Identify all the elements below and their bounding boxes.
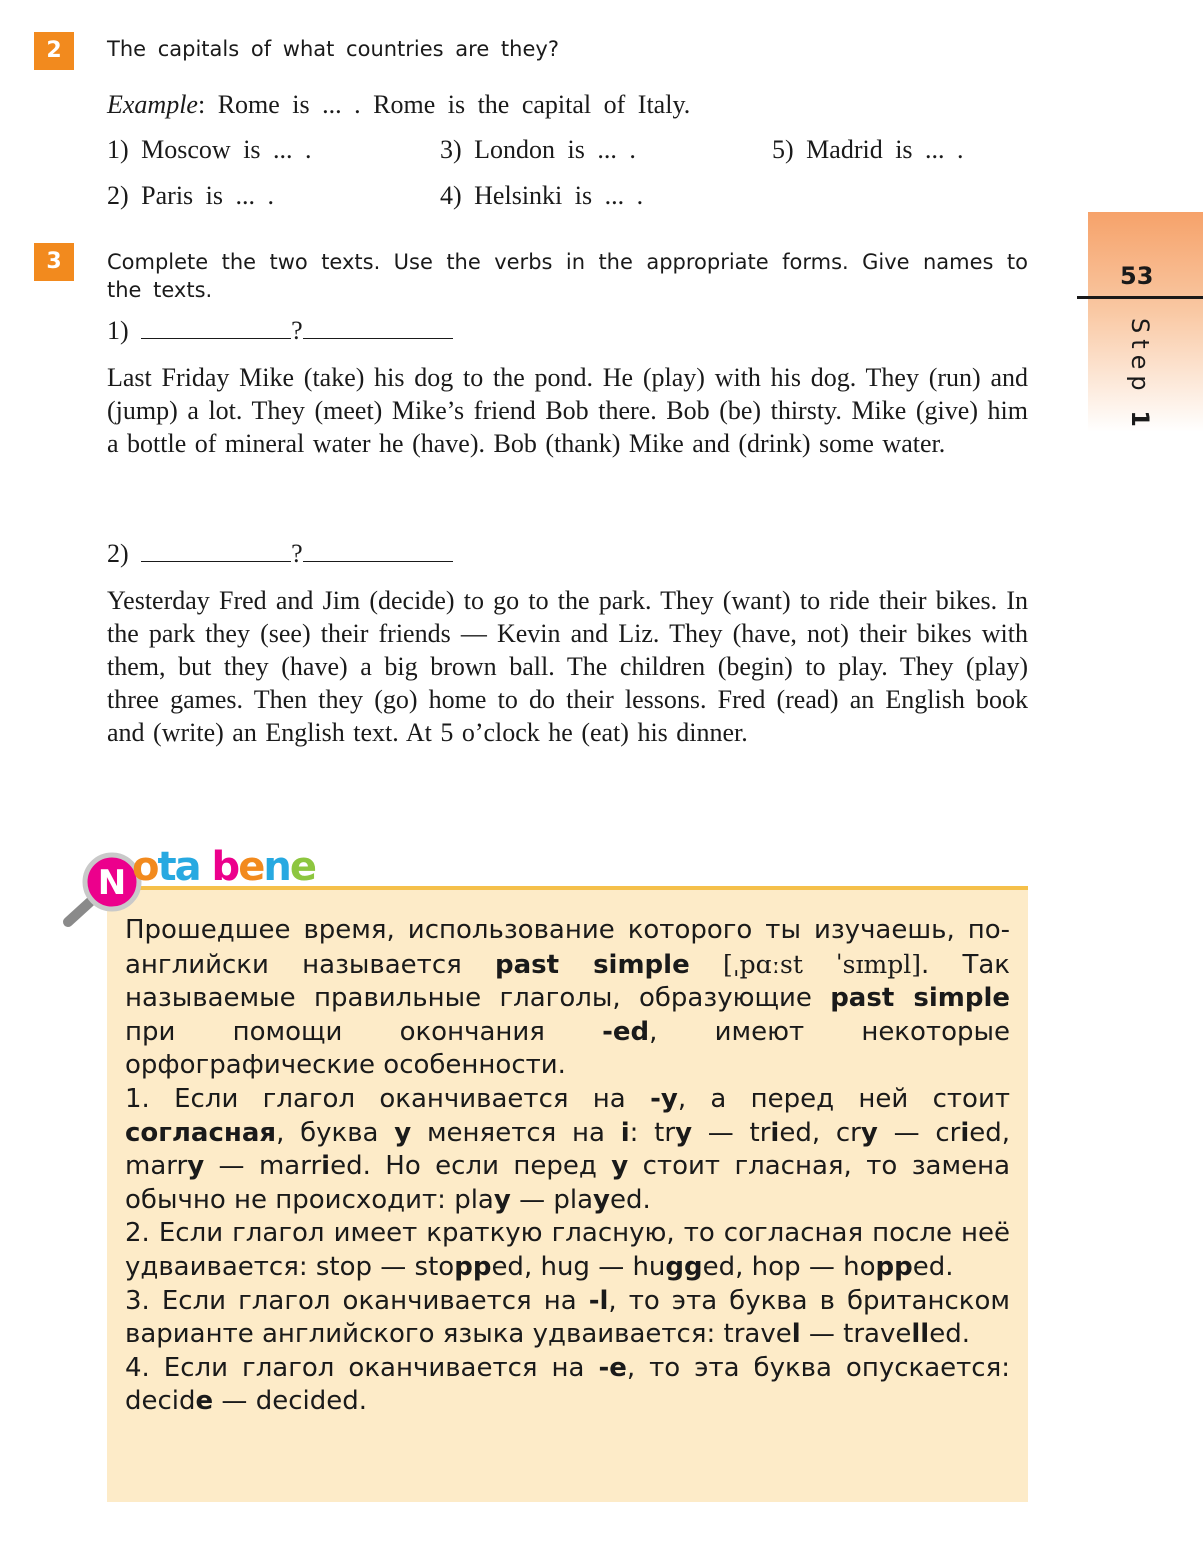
exercise-3-instruction: Complete the two texts. Use the verbs in the appropriate forms. Give names to the texts. <box>107 250 1028 302</box>
nb-rule-3: 3. Если глагол оканчивается на -l, то эта буква в британском варианте английского языка удваивается: travel — travelled. <box>125 1285 1010 1350</box>
text-1-blank-b[interactable] <box>303 318 453 339</box>
text-2-title-line <box>107 539 453 569</box>
side-tab-divider <box>1077 296 1203 299</box>
title-b: b <box>211 844 239 890</box>
page-number: 53 <box>1120 262 1154 290</box>
exercise-2-number: 2 <box>34 32 74 70</box>
title-ta: ta <box>157 844 200 890</box>
step-number: 1 <box>1126 410 1154 433</box>
text-1-body: Last Friday Mike (take) his dog to the pond. He (play) with his dog. They (run) and (jump) a lot. They (meet) Mike’s friend Bob there. Bob (be) thirsty. Mike (give) him a bottle of mineral water he (have). Bob (thank) Mike and (drink) some water. <box>107 363 1028 458</box>
text-1-label: 1) <box>107 316 129 345</box>
item-1: 1) Moscow is ... . <box>107 135 312 164</box>
example-text: : Rome is ... . Rome is the capital of Italy. <box>197 90 691 119</box>
item-4: 4) Helsinki is ... . <box>440 181 644 210</box>
example-label: Example <box>107 90 198 119</box>
exercise-2-example <box>107 90 690 120</box>
nb-paragraph-intro: Прошедшее время, использование которого ты изучаешь, по-английски называется past simple [ˌpɑːst ˈsɪmpl]. Так называемые правильные глаголы, образующие past simple при помощи окончания -ed, имеют некоторые орфографические особенности. <box>125 915 1011 1081</box>
text-2-label: 2) <box>107 539 129 568</box>
title-o: o <box>132 844 158 890</box>
nota-bene-n-letter: N <box>97 863 127 903</box>
item-5: 5) Madrid is ... . <box>772 135 964 164</box>
nb-rule-4: 4. Если глагол оканчивается на -e, то эта буква опускается: decide — decided. <box>125 1352 1010 1417</box>
nb-rule-1: 1. Если глагол оканчивается на -y, а перед ней стоит согласная, буква y меняется на i: try — tried, cry — cried, marry — married. Но если перед y стоит гласная, то замена обычно не происходит: play — played. <box>125 1083 1010 1215</box>
text-1-title-line <box>107 316 453 346</box>
text-2-question-mark: ? <box>291 539 303 568</box>
step-label <box>1126 318 1154 433</box>
text-2-blank-b[interactable] <box>303 541 453 562</box>
item-3: 3) London is ... . <box>440 135 636 164</box>
text-2-body: Yesterday Fred and Jim (decide) to go to the park. They (want) to ride their bikes. In the park they (see) their friends — Kevin and Liz. They (have, not) their bikes with them, but they (have) a big brown ball. The children (begin) to play. They (play) three games. Then they (go) home to do their lessons. Fred (read) an English book and (write) an English text. At 5 o’clock he (eat) his dinner. <box>107 586 1028 747</box>
nota-bene-text <box>125 914 1010 1419</box>
text-1-blank-a[interactable] <box>141 318 291 339</box>
item-2: 2) Paris is ... . <box>107 181 274 210</box>
step-word: Step <box>1126 318 1154 397</box>
exercise-3-number: 3 <box>34 243 74 281</box>
nb-rule-2: 2. Если глагол имеет краткую гласную, то согласная после неё удваивается: stop — stopped, hug — hugged, hop — hopped. <box>125 1218 1010 1282</box>
text-2-blank-a[interactable] <box>141 541 291 562</box>
text-1-question-mark: ? <box>291 316 303 345</box>
nota-bene-title <box>132 844 315 890</box>
title-e2: e <box>289 844 315 890</box>
title-n: n <box>263 844 290 890</box>
title-e: e <box>238 844 264 890</box>
exercise-2-instruction: The capitals of what countries are they? <box>107 37 559 61</box>
